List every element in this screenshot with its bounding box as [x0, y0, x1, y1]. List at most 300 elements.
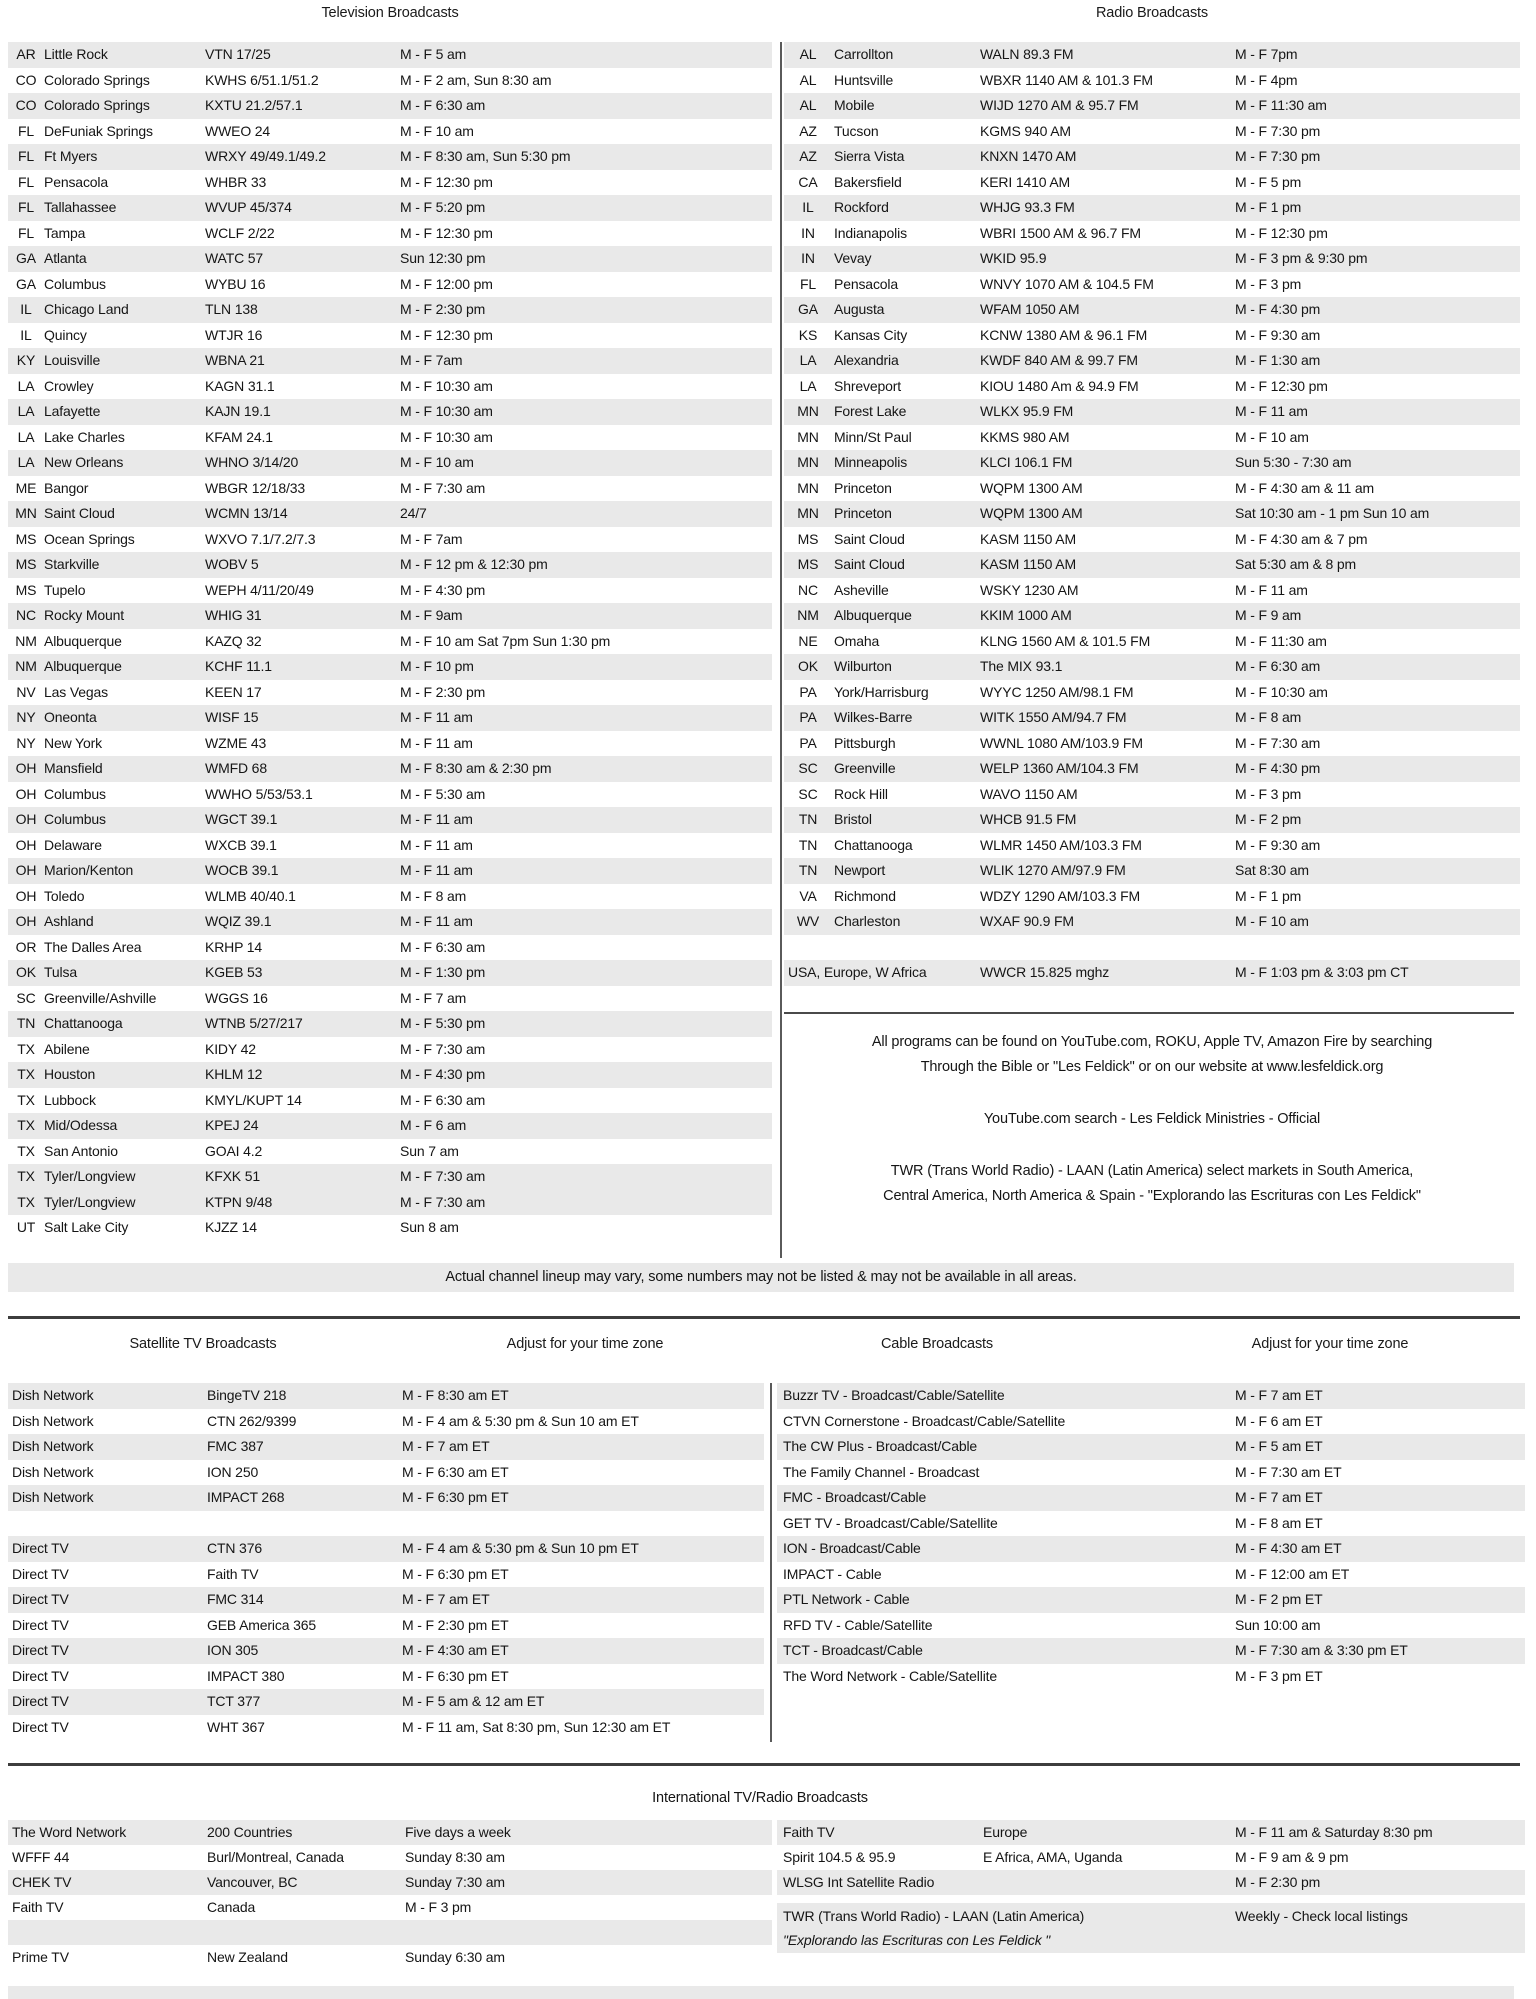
cell: M - F 5 pm	[1235, 173, 1302, 190]
cell: M - F 9 am	[1235, 607, 1302, 623]
cell: NC	[798, 581, 818, 598]
table-row	[8, 246, 772, 272]
cell: Wilburton	[834, 658, 892, 674]
cell: LA	[17, 403, 35, 419]
cell: TN	[16, 1015, 36, 1031]
cell: CA	[798, 173, 818, 190]
cell: CO	[15, 97, 37, 113]
cell: VTN 17/25	[205, 46, 271, 62]
cell: WZME 43	[205, 734, 267, 751]
table-row	[784, 323, 1520, 349]
cell: Toledo	[44, 887, 85, 904]
cell: M - F 7:30 am & 3:30 pm ET	[1235, 1642, 1408, 1658]
cell: NY	[16, 709, 36, 725]
table-row	[784, 680, 1520, 706]
cell: KMYL/KUPT 14	[205, 1091, 302, 1108]
cell: Dish Network	[12, 1387, 94, 1403]
cell: M - F 12 pm & 12:30 pm	[400, 556, 548, 572]
cell: TX	[17, 1066, 35, 1082]
cell: GET TV - Broadcast/Cable/Satellite	[783, 1514, 998, 1531]
cell: Marion/Kenton	[44, 862, 134, 878]
cell: LA	[17, 454, 35, 470]
cell: KEEN 17	[205, 683, 262, 700]
table-row	[8, 170, 772, 196]
cell: KAZQ 32	[205, 632, 262, 649]
cell: Abilene	[44, 1040, 90, 1057]
cell: WRXY 49/49.1/49.2	[205, 148, 326, 164]
cell: M - F 6 am ET	[1235, 1412, 1323, 1429]
table-row	[8, 1664, 764, 1690]
cell: NC	[16, 607, 36, 623]
table-row	[777, 1409, 1525, 1435]
table-row	[784, 552, 1520, 578]
cell: AZ	[799, 122, 817, 139]
cell: SC	[798, 785, 818, 802]
table-row	[8, 119, 772, 145]
table-row	[777, 1870, 1525, 1895]
cell: M - F 2 am, Sun 8:30 am	[400, 71, 552, 88]
cell: M - F 3 pm ET	[1235, 1667, 1323, 1684]
cell: WOBV 5	[205, 556, 259, 572]
cell: Minn/St Paul	[834, 428, 912, 445]
cell: M - F 2 pm	[1235, 811, 1302, 827]
cell: M - F 12:30 pm	[1235, 224, 1328, 241]
satellite-timezone-note: Adjust for your time zone	[506, 1336, 664, 1352]
table-row	[784, 731, 1520, 757]
cell: Rock Hill	[834, 785, 888, 802]
cell: WKID 95.9	[980, 250, 1047, 266]
cell: Salt Lake City	[44, 1219, 129, 1235]
cell: M - F 11 am & Saturday 8:30 pm	[1235, 1824, 1433, 1840]
cell: Direct TV	[12, 1718, 69, 1735]
cell: IMPACT 380	[207, 1667, 285, 1684]
cell: Tyler/Longview	[44, 1168, 136, 1184]
cell: Chicago Land	[44, 301, 129, 317]
table-row	[8, 629, 772, 655]
cell: Charleston	[834, 913, 901, 929]
section-rule-bottom	[8, 1763, 1520, 1766]
table-row	[8, 68, 772, 94]
cell: M - F 2:30 pm	[1235, 1874, 1321, 1890]
table-row	[8, 680, 772, 706]
cell: Dish Network	[12, 1463, 94, 1480]
cell: M - F 11 am	[1235, 581, 1308, 598]
cell: M - F 10:30 am	[400, 428, 493, 445]
cell: Direct TV	[12, 1565, 69, 1582]
table-row	[8, 1139, 772, 1165]
table-row	[8, 297, 772, 323]
table-row	[8, 909, 772, 935]
cell: M - F 5 am & 12 am ET	[402, 1693, 545, 1709]
direct-tv-group	[8, 1536, 764, 1740]
cell: M - F 6:30 pm ET	[402, 1489, 509, 1505]
international-right-table	[777, 1820, 1525, 1953]
cell: Sunday 8:30 am	[405, 1849, 505, 1865]
cell: KHLM 12	[205, 1066, 263, 1082]
cell: M - F 9:30 am	[1235, 836, 1321, 853]
cell: M - F 4:30 am & 11 am	[1235, 479, 1374, 496]
table-row	[784, 603, 1520, 629]
cell: NV	[16, 683, 36, 700]
cell: Direct TV	[12, 1693, 69, 1709]
table-row	[8, 272, 772, 298]
cell: WLMB 40/40.1	[205, 887, 296, 904]
table-row	[8, 1062, 772, 1088]
table-row	[8, 144, 772, 170]
table-row	[8, 960, 772, 986]
cell: AL	[799, 71, 817, 88]
table-row	[784, 425, 1520, 451]
cell: Newport	[834, 862, 886, 878]
cell: Shreveport	[834, 377, 901, 394]
table-row	[8, 476, 772, 502]
note-youtube-line2: Through the Bible or "Les Feldick" or on our website at www.lesfeldick.org	[920, 1059, 1384, 1075]
cell: M - F 6:30 am	[1235, 658, 1321, 674]
cell: New York	[44, 734, 102, 751]
table-row	[784, 476, 1520, 502]
shortwave-row-wrap	[784, 960, 1520, 986]
cell: KFXK 51	[205, 1168, 260, 1184]
international-title: International TV/Radio Broadcasts	[652, 1790, 868, 1806]
cell: MS	[797, 556, 819, 572]
cell: CHEK TV	[12, 1874, 72, 1890]
cell: WLIK 1270 AM/97.9 FM	[980, 862, 1126, 878]
cell: Albuquerque	[44, 632, 122, 649]
cell: WXAF 90.9 FM	[980, 913, 1074, 929]
cell: M - F 5:20 pm	[400, 199, 486, 215]
cell: CO	[15, 71, 37, 88]
cell: VA	[799, 887, 817, 904]
table-row	[784, 348, 1520, 374]
cell: WYYC 1250 AM/98.1 FM	[980, 683, 1134, 700]
section-rule-top	[8, 1316, 1520, 1319]
table-row	[784, 909, 1520, 935]
cell: M - F 10 am	[1235, 428, 1309, 445]
cell: M - F 10 am	[400, 454, 474, 470]
cell: OK	[798, 658, 818, 674]
cell: M - F 11 am	[400, 734, 473, 751]
cell: KFAM 24.1	[205, 428, 273, 445]
cell: M - F 7 am ET	[402, 1591, 490, 1607]
table-row	[8, 1870, 772, 1895]
cell: M - F 9 am & 9 pm	[1235, 1849, 1349, 1865]
cell: WNVY 1070 AM & 104.5 FM	[980, 275, 1154, 292]
cell: Chattanooga	[44, 1015, 123, 1031]
cell: The Word Network - Cable/Satellite	[783, 1667, 998, 1684]
cell: M - F 5:30 am	[400, 785, 486, 802]
cell: WIJD 1270 AM & 95.7 FM	[980, 97, 1139, 113]
cell: IL	[802, 199, 814, 215]
tv-broadcasts-title: Television Broadcasts	[321, 5, 459, 21]
cell: The Family Channel - Broadcast	[783, 1463, 980, 1480]
cell: M - F 4 am & 5:30 pm & Sun 10 am ET	[402, 1412, 639, 1429]
cell: WAVO 1150 AM	[980, 785, 1078, 802]
shortwave-region: USA, Europe, W Africa	[788, 964, 927, 980]
cell: Mobile	[834, 97, 875, 113]
cell: Houston	[44, 1066, 96, 1082]
cell: KIOU 1480 Am & 94.9 FM	[980, 377, 1139, 394]
cell: Sun 12:30 pm	[400, 250, 486, 266]
cell: KCHF 11.1	[205, 658, 272, 674]
cell: M - F 3 pm	[405, 1899, 472, 1915]
cell: TX	[17, 1142, 35, 1159]
cell: GA	[798, 301, 818, 317]
cell: WCLF 2/22	[205, 224, 275, 241]
cell: WISF 15	[205, 709, 259, 725]
cell: WBNA 21	[205, 352, 265, 368]
cell: M - F 11 am, Sat 8:30 pm, Sun 12:30 am ET	[402, 1718, 671, 1735]
twr-program: "Explorando las Escrituras con Les Feldick "	[783, 1932, 1051, 1948]
cell: OH	[15, 862, 37, 878]
cell: M - F 7:30 am	[400, 479, 486, 496]
cell: FMC - Broadcast/Cable	[783, 1489, 927, 1505]
cell: M - F 8 am	[1235, 709, 1302, 725]
cell: WHCB 91.5 FM	[980, 811, 1077, 827]
table-row	[8, 42, 772, 68]
table-row	[784, 782, 1520, 808]
cell: M - F 4 am & 5:30 pm & Sun 10 pm ET	[402, 1540, 639, 1556]
table-row	[8, 1820, 772, 1845]
cell: M - F 9:30 am	[1235, 326, 1321, 343]
cell: WITK 1550 AM/94.7 FM	[980, 709, 1127, 725]
cell: Albuquerque	[44, 658, 122, 674]
cell: WHJG 93.3 FM	[980, 199, 1075, 215]
cell: M - F 7 am ET	[1235, 1387, 1323, 1403]
twr-schedule: Weekly - Check local listings	[1235, 1908, 1408, 1924]
table-row	[8, 1037, 772, 1063]
cell: WVUP 45/374	[205, 199, 292, 215]
table-row	[8, 833, 772, 859]
table-row	[8, 756, 772, 782]
cell: Mid/Odessa	[44, 1117, 118, 1133]
cell: M - F 12:30 pm	[400, 224, 493, 241]
cell: TCT 377	[207, 1693, 261, 1709]
twr-row	[777, 1903, 1525, 1953]
cell: WALN 89.3 FM	[980, 46, 1074, 62]
cell: AL	[799, 46, 817, 62]
cell: IN	[801, 250, 815, 266]
cell: Ashland	[44, 913, 94, 929]
cell: M - F 6:30 am	[400, 938, 486, 955]
twr-name: TWR (Trans World Radio) - LAAN (Latin America)	[783, 1908, 1085, 1924]
cell: GA	[16, 275, 36, 292]
cell: Las Vegas	[44, 683, 109, 700]
table-row	[8, 1845, 772, 1870]
cell: Kansas City	[834, 326, 908, 343]
table-row	[8, 1536, 764, 1562]
cell: IL	[20, 326, 32, 343]
cell: Wilkes-Barre	[834, 709, 913, 725]
cell: Crowley	[44, 377, 94, 394]
table-row	[784, 195, 1520, 221]
cell: MS	[15, 581, 37, 598]
note-gap	[784, 1080, 1520, 1107]
table-row	[777, 1383, 1525, 1409]
cell: Direct TV	[12, 1642, 69, 1658]
note-twr-line2: Central America, North America & Spain - "Explorando las Escrituras con Les Feldick"	[883, 1188, 1421, 1204]
cell: M - F 2:30 pm ET	[402, 1616, 509, 1633]
table-row	[8, 323, 772, 349]
table-row	[777, 1485, 1525, 1511]
table-row	[8, 1011, 772, 1037]
cell: MS	[15, 556, 37, 572]
cell: Tampa	[44, 224, 86, 241]
cell: M - F 8 am ET	[1235, 1514, 1323, 1531]
cell: Pittsburgh	[834, 734, 896, 751]
cell: MN	[797, 454, 819, 470]
table-row	[8, 93, 772, 119]
cell: AZ	[799, 148, 817, 164]
cell: SC	[16, 989, 36, 1006]
table-row	[784, 807, 1520, 833]
cell: San Antonio	[44, 1142, 118, 1159]
cable-table	[777, 1383, 1525, 1689]
cell: M - F 8:30 am & 2:30 pm	[400, 760, 552, 776]
cell: M - F 7am	[400, 352, 463, 368]
cell: WFFF 44	[12, 1849, 70, 1865]
cell: Colorado Springs	[44, 97, 150, 113]
cell: Burl/Montreal, Canada	[207, 1849, 344, 1865]
cell: Sat 5:30 am & 8 pm	[1235, 556, 1357, 572]
cell: M - F 5:30 pm	[400, 1015, 486, 1031]
cell: Lake Charles	[44, 428, 125, 445]
cell: LA	[17, 377, 35, 394]
cell: Five days a week	[405, 1824, 511, 1840]
cell: OH	[15, 913, 37, 929]
cell: M - F 11:30 am	[1235, 97, 1327, 113]
table-row	[8, 1587, 764, 1613]
table-row	[8, 1638, 764, 1664]
cell: WBGR 12/18/33	[205, 479, 305, 496]
cell: WLSG Int Satellite Radio	[783, 1874, 935, 1890]
cell: ION 250	[207, 1463, 259, 1480]
cell: OH	[15, 811, 37, 827]
cell: KRHP 14	[205, 938, 263, 955]
cell: CTN 262/9399	[207, 1412, 297, 1429]
table-row	[784, 705, 1520, 731]
table-row	[784, 756, 1520, 782]
cell: Indianapolis	[834, 224, 907, 241]
cell: Lubbock	[44, 1091, 96, 1108]
cell: LA	[799, 352, 817, 368]
table-row	[784, 93, 1520, 119]
table-row	[777, 1587, 1525, 1613]
program-notes	[784, 1030, 1520, 1209]
cell: CTVN Cornerstone - Broadcast/Cable/Satellite	[783, 1412, 1066, 1429]
cell: KS	[798, 326, 818, 343]
table-row	[8, 399, 772, 425]
cell: WELP 1360 AM/104.3 FM	[980, 760, 1139, 776]
cell: WSKY 1230 AM	[980, 581, 1079, 598]
satellite-title: Satellite TV Broadcasts	[129, 1336, 277, 1352]
table-row	[8, 603, 772, 629]
cell: Lafayette	[44, 403, 101, 419]
cell: Direct TV	[12, 1591, 69, 1607]
cell: The CW Plus - Broadcast/Cable	[783, 1438, 978, 1454]
cell: The Word Network	[12, 1824, 127, 1840]
cell: Faith TV	[783, 1824, 835, 1840]
cell: MN	[797, 403, 819, 419]
cell: NE	[798, 632, 818, 649]
cable-timezone-note: Adjust for your time zone	[1251, 1336, 1409, 1352]
cell: IN	[801, 224, 815, 241]
cell: M - F 11 am	[1235, 403, 1308, 419]
cell: KIDY 42	[205, 1040, 256, 1057]
cell: Princeton	[834, 505, 892, 521]
cell: GA	[16, 250, 36, 266]
cell: KGEB 53	[205, 964, 263, 980]
cell: M - F 7:30 am	[400, 1193, 486, 1210]
cell: M - F 7:30 pm	[1235, 122, 1321, 139]
cell: KWDF 840 AM & 99.7 FM	[980, 352, 1138, 368]
cell: M - F 6:30 am	[400, 1091, 486, 1108]
cell: TLN 138	[205, 301, 258, 317]
table-row	[777, 1613, 1525, 1639]
radio-broadcasts-title: Radio Broadcasts	[1095, 5, 1209, 21]
cell: M - F 3 pm	[1235, 785, 1302, 802]
table-row	[8, 1164, 772, 1190]
cell: AL	[799, 97, 817, 113]
cell: M - F 10 am	[400, 122, 474, 139]
table-row	[8, 1715, 764, 1741]
cell: Oneonta	[44, 709, 97, 725]
cell: 200 Countries	[207, 1824, 293, 1840]
dish-network-group	[8, 1383, 764, 1511]
cell: CTN 376	[207, 1540, 262, 1556]
cell: M - F 7:30 am ET	[1235, 1463, 1342, 1480]
cell: M - F 12:30 pm	[400, 173, 493, 190]
cell: FL	[17, 173, 35, 190]
cell: SC	[798, 760, 818, 776]
cell: York/Harrisburg	[834, 683, 929, 700]
cell: Pensacola	[44, 173, 109, 190]
cell: Ft Myers	[44, 148, 98, 164]
cell: LA	[17, 428, 35, 445]
table-row	[777, 1511, 1525, 1537]
shortwave-station: WWCR 15.825 mghz	[980, 964, 1110, 980]
cell: KERI 1410 AM	[980, 173, 1071, 190]
cell: WTJR 16	[205, 326, 263, 343]
cell: M - F 1:30 am	[1235, 352, 1321, 368]
table-row	[784, 246, 1520, 272]
cell: MN	[15, 505, 37, 521]
cell: KKMS 980 AM	[980, 428, 1070, 445]
cell: WXCB 39.1	[205, 836, 277, 853]
cell: KPEJ 24	[205, 1117, 259, 1133]
lower-column-divider	[770, 1383, 772, 1742]
cell: TN	[798, 836, 818, 853]
cell: TX	[17, 1091, 35, 1108]
cell: TCT - Broadcast/Cable	[783, 1642, 923, 1658]
cell: Vancouver, BC	[207, 1874, 298, 1890]
cell: Rocky Mount	[44, 607, 125, 623]
cell: Chattanooga	[834, 836, 913, 853]
cell: Colorado Springs	[44, 71, 150, 88]
cell: WEPH 4/11/20/49	[205, 581, 314, 598]
cell: M - F 3 pm & 9:30 pm	[1235, 250, 1368, 266]
cell: Little Rock	[44, 46, 108, 62]
cell: NM	[15, 632, 37, 649]
cell: RFD TV - Cable/Satellite	[783, 1616, 933, 1633]
cell: WHT 367	[207, 1718, 265, 1735]
cell: Direct TV	[12, 1616, 69, 1633]
cell: Albuquerque	[834, 607, 912, 623]
cell: FL	[17, 224, 35, 241]
cell: FL	[799, 275, 817, 292]
cell: GEB America 365	[207, 1616, 317, 1633]
table-row	[8, 1460, 764, 1486]
cell: MN	[797, 479, 819, 496]
